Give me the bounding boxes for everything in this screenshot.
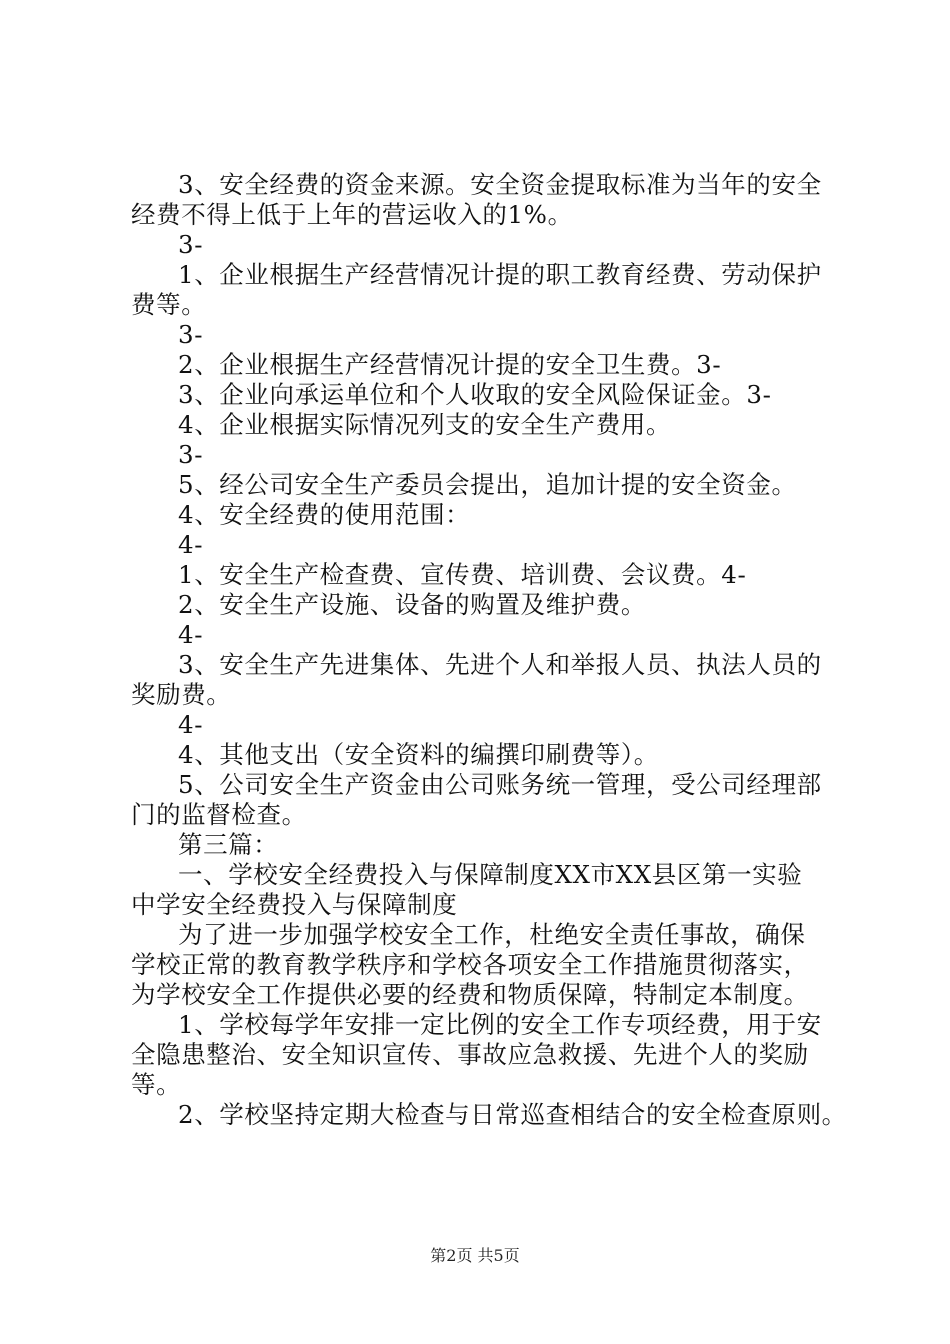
text-line: 5、经公司安全生产委员会提出，追加计提的安全资金。	[178, 470, 797, 499]
text-line: 3-	[178, 440, 204, 469]
text-line: 3、企业向承运单位和个人收取的安全风险保证金。3-	[178, 380, 772, 409]
page-footer: 第2页 共5页	[430, 1246, 520, 1265]
text-line: 2、学校坚持定期大检查与日常巡查相结合的安全检查原则。	[178, 1100, 847, 1129]
text-line: 1、企业根据生产经营情况计提的职工教育经费、劳动保护	[178, 260, 822, 289]
document-body	[131, 170, 847, 1130]
text-line: 1、学校每学年安排一定比例的安全工作专项经费，用于安	[178, 1010, 822, 1039]
text-line: 为学校安全工作提供必要的经费和物质保障，特制定本制度。	[131, 980, 809, 1009]
text-line: 等。	[131, 1070, 182, 1099]
text-line: 4-	[178, 530, 204, 559]
text-line: 4-	[178, 620, 204, 649]
text-line: 4、安全经费的使用范围：	[178, 500, 471, 529]
text-line: 奖励费。	[131, 680, 232, 709]
text-line: 3-	[178, 320, 204, 349]
text-line: 一、学校安全经费投入与保障制度XX市XX县区第一实验	[178, 860, 803, 889]
text-line: 3-	[178, 230, 204, 259]
text-line: 3、安全经费的资金来源。安全资金提取标准为当年的安全	[178, 170, 822, 199]
text-line: 为了进一步加强学校安全工作，杜绝安全责任事故，确保	[178, 920, 806, 949]
text-line: 3、安全生产先进集体、先进个人和举报人员、执法人员的	[178, 650, 822, 679]
text-line: 4-	[178, 710, 204, 739]
text-line: 经费不得上低于上年的营运收入的1%。	[131, 200, 573, 229]
section-heading: 第三篇：	[178, 830, 279, 859]
text-line: 中学安全经费投入与保障制度	[131, 890, 458, 919]
text-line: 4、企业根据实际情况列支的安全生产费用。	[178, 410, 672, 439]
text-line: 全隐患整治、安全知识宣传、事故应急救援、先进个人的奖励	[131, 1040, 809, 1069]
text-line: 5、公司安全生产资金由公司账务统一管理，受公司经理部	[178, 770, 822, 799]
text-line: 4、其他支出（安全资料的编撰印刷费等）。	[178, 740, 659, 769]
text-line: 费等。	[131, 290, 207, 319]
text-line: 门的监督检查。	[131, 800, 307, 829]
text-line: 学校正常的教育教学秩序和学校各项安全工作措施贯彻落实，	[131, 950, 809, 979]
text-line: 2、企业根据生产经营情况计提的安全卫生费。3-	[178, 350, 722, 379]
text-line: 2、安全生产设施、设备的购置及维护费。	[178, 590, 646, 619]
text-line: 1、安全生产检查费、宣传费、培训费、会议费。4-	[178, 560, 747, 589]
